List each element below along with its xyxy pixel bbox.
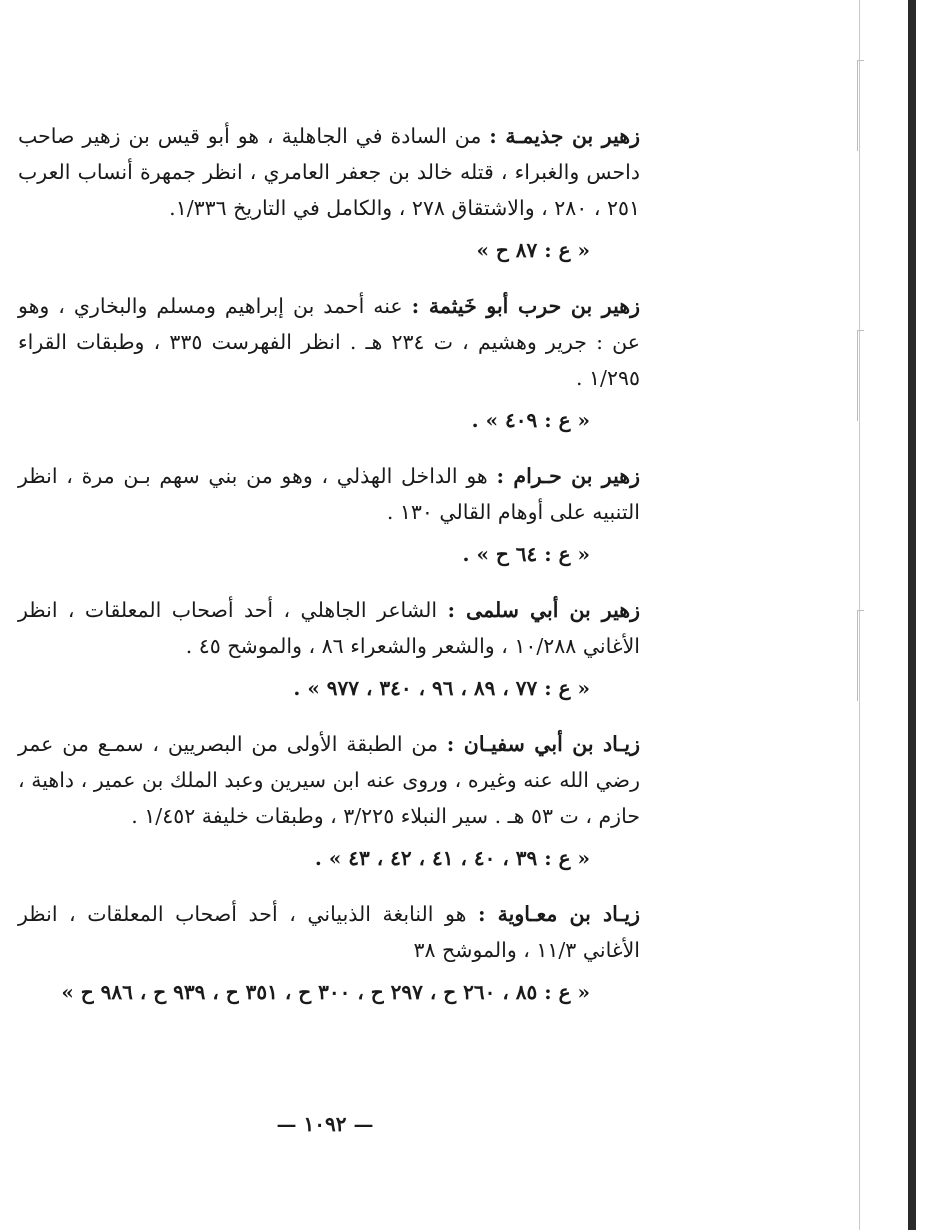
entry-name: زهير بن أبي سلمى : bbox=[447, 598, 640, 622]
entry-zuhair-ibn-abi-sulma bbox=[18, 592, 640, 704]
entry-body: من الطبقة الأولى من البصريين ، سمـع من عمر رضي الله عنه وغيره ، وروى عنه ابن سيرين وعبد الملك بن عمير ، داهية ، حازم ، ت ٥٣ هـ . سير النبلاء ٣/٢٢٥ ، وطبقات خليفة ١/٤٥٢ . bbox=[18, 732, 640, 828]
entry-text bbox=[18, 726, 640, 834]
entry-zuhair-ibn-harb bbox=[18, 288, 640, 436]
entry-ziyad-ibn-abi-sufyan bbox=[18, 726, 640, 874]
entry-body: هو النابغة الذبياني ، أحد أصحاب المعلقات ، انظر الأغاني ١١/٣ ، والموشح ٣٨ bbox=[18, 902, 640, 962]
entry-body: عنه أحمد بن إبراهيم ومسلم والبخاري ، وهو عن : جرير وهشيم ، ت ٢٣٤ هـ . انظر الفهرست ٣٣٥ ، وطبقات القراء ١/٢٩٥ . bbox=[18, 294, 641, 390]
page-number: — ١٠٩٢ — bbox=[276, 1112, 374, 1136]
entry-name: زهير بن حـرام : bbox=[496, 464, 640, 488]
entry-reference: « ع : ٤٠٩ » . bbox=[471, 408, 590, 432]
entry-text bbox=[18, 458, 640, 530]
entry-name: زيـاد بن معـاوية : bbox=[477, 902, 640, 926]
entry-reference: « ع : ٨٥ ، ٢٦٠ ح ، ٢٩٧ ح ، ٣٠٠ ح ، ٣٥١ ح ، ٩٣٩ ح ، ٩٨٦ ح » bbox=[61, 980, 590, 1004]
entry-ziyad-ibn-muawiya bbox=[18, 896, 640, 1008]
entry-text bbox=[18, 592, 640, 664]
entry-reference: « ع : ٦٤ ح » . bbox=[462, 542, 590, 566]
scan-edge-mark bbox=[857, 610, 864, 701]
entry-text bbox=[18, 896, 640, 968]
entry-body: هو الداخل الهذلي ، وهو من بني سهم بـن مرة ، انظر التنبيه على أوهام القالي ١٣٠ . bbox=[18, 464, 640, 524]
entry-reference: « ع : ٣٩ ، ٤٠ ، ٤١ ، ٤٢ ، ٤٣ » . bbox=[314, 846, 590, 870]
entry-name: زهير بن حرب أبو خَيثمة : bbox=[411, 294, 640, 318]
entry-text bbox=[18, 288, 640, 396]
entry-text bbox=[18, 118, 640, 226]
entry-reference: « ع : ٨٧ ح » bbox=[476, 238, 590, 262]
entry-body: من السادة في الجاهلية ، هو أبو قيس بن زهير صاحب داحس والغبراء ، قتله خالد بن جعفر العامري ، انظر جمهرة أنساب العرب ٢٥١ ، ٢٨٠ ، والاشتقاق ٢٧٨ ، والكامل في التاريخ ١/٣٣٦. bbox=[18, 124, 640, 220]
entry-name: زهير بن جذيمـة : bbox=[489, 124, 641, 148]
entry-name: زيـاد بن أبي سفيـان : bbox=[446, 732, 640, 756]
entry-reference: « ع : ٧٧ ، ٨٩ ، ٩٦ ، ٣٤٠ ، ٩٧٧ » . bbox=[293, 676, 590, 700]
entry-zuhair-ibn-haram bbox=[18, 458, 640, 570]
entry-zuhair-ibn-judhayma bbox=[18, 118, 640, 266]
scan-edge-mark bbox=[857, 60, 864, 151]
biography-entries bbox=[18, 118, 640, 1030]
scan-edge-mark bbox=[857, 330, 864, 421]
entry-body: الشاعر الجاهلي ، أحد أصحاب المعلقات ، انظر الأغاني ١٠/٢٨٨ ، والشعر والشعراء ٨٦ ، والموشح ٤٥ . bbox=[18, 598, 640, 658]
scan-edge-bar bbox=[908, 0, 916, 1230]
